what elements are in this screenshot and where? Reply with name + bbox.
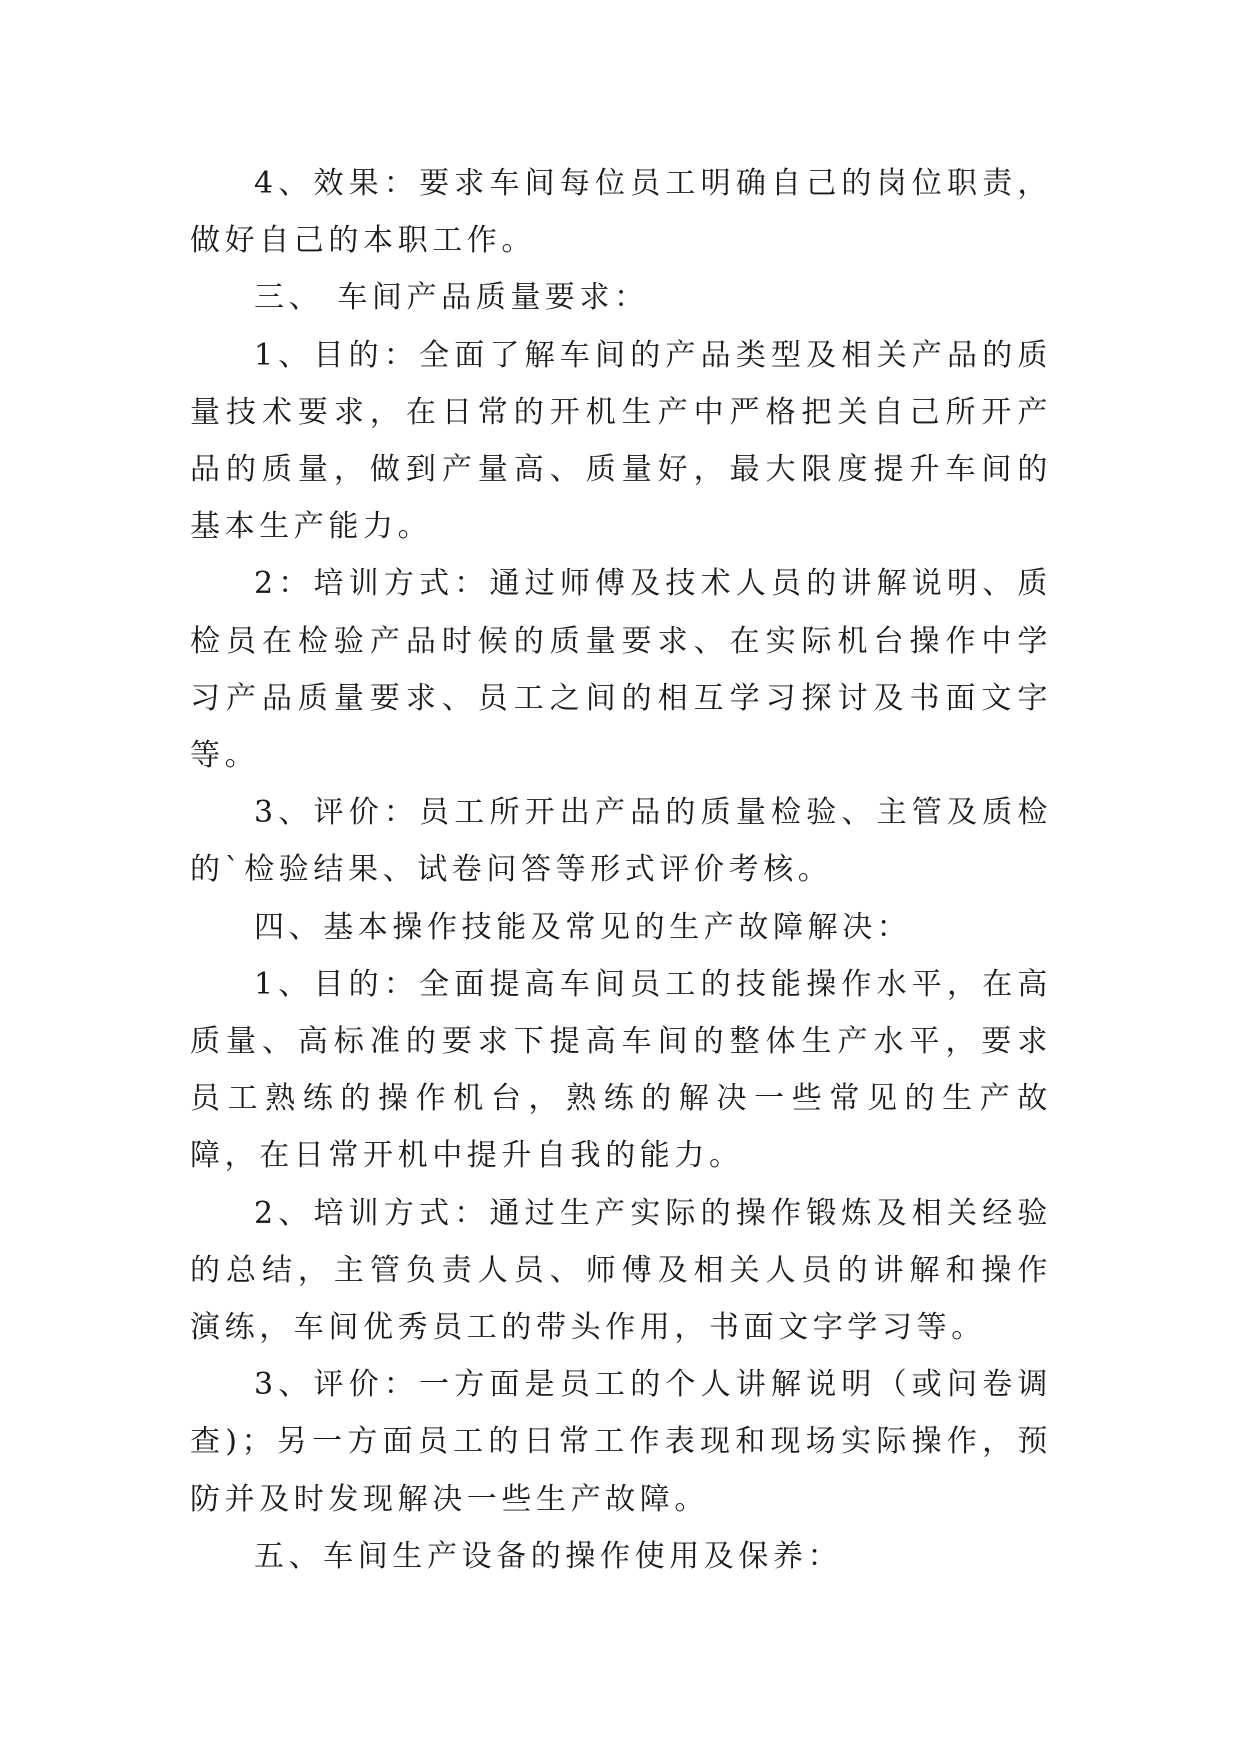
paragraph-skills-purpose: 1、目的：全面提高车间员工的技能操作水平，在高质量、高标准的要求下提高车间的整体生产水平，要求员工熟练的操作机台，熟练的解决一些常见的生产故障，在日常开机中提升自我的能力。 <box>190 966 1052 1174</box>
section-heading-skills: 四、基本操作技能及常见的生产故障解决： <box>254 909 912 945</box>
document-body <box>190 155 1052 1585</box>
paragraph-quality-training: 2：培训方式：通过师傅及技术人员的讲解说明、质检员在检验产品时候的质量要求、在实际机台操作中学习产品质量要求、员工之间的相互学习探讨及书面文字等。 <box>190 566 1052 774</box>
paragraph-skills-evaluation: 3、评价：一方面是员工的个人讲解说明（或问卷调查)；另一方面员工的日常工作表现和现场实际操作，预防并及时发现解决一些生产故障。 <box>190 1367 1052 1517</box>
section-heading-equipment: 五、车间生产设备的操作使用及保养： <box>254 1538 843 1574</box>
paragraph-quality-purpose: 1、目的：全面了解车间的产品类型及相关产品的质量技术要求，在日常的开机生产中严格把关自己所开产品的质量，做到产量高、质量好，最大限度提升车间的基本生产能力。 <box>190 337 1052 545</box>
paragraph-skills-training: 2、培训方式：通过生产实际的操作锻炼及相关经验的总结，主管负责人员、师傅及相关人员的讲解和操作演练，车间优秀员工的带头作用，书面文字学习等。 <box>190 1195 1052 1346</box>
paragraph-effect: 4、效果：要求车间每位员工明确自己的岗位职责，做好自己的本职工作。 <box>190 166 1052 259</box>
section-heading-quality: 三、 车间产品质量要求： <box>254 280 649 316</box>
paragraph-quality-evaluation: 3、评价：员工所开出产品的质量检验、主管及质检的`检验结果、试卷问答等形式评价考核。 <box>190 795 1052 888</box>
